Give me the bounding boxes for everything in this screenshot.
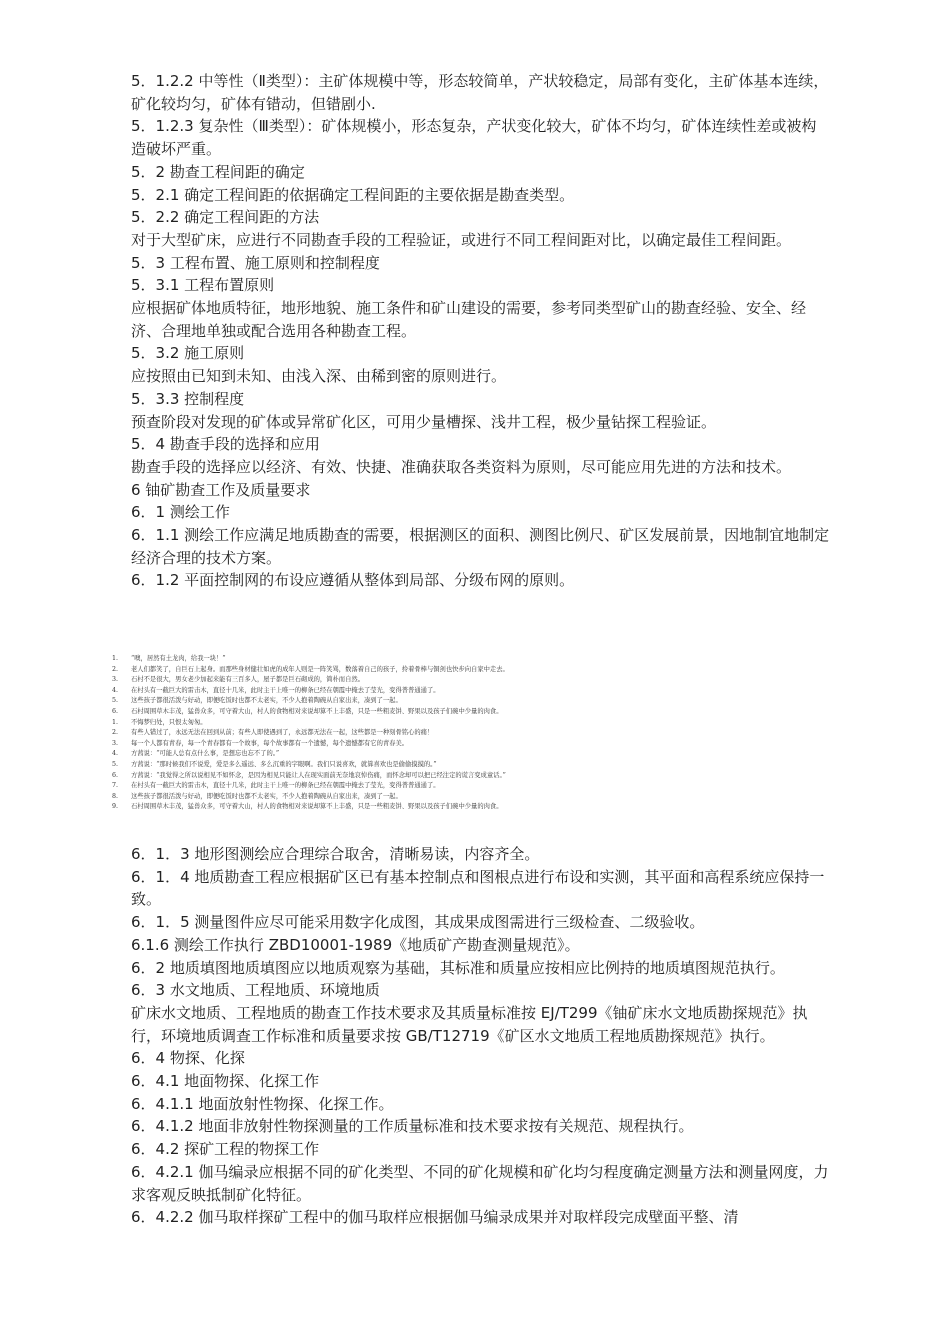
paragraph: 应按照由已知到未知、由浅入深、由稀到密的原则进行。 [131, 367, 507, 386]
list-text: 方茜说：“可能人总有点什么事，是想忘也忘不了的。” [131, 750, 280, 758]
paragraph: 6．1．5 测量图件应尽可能采用数字化成图，其成果成图需进行三级检查、二级验收。 [131, 913, 705, 932]
paragraph: 5．2.1 确定工程间距的依据确定工程间距的主要依据是勘查类型。 [131, 185, 575, 204]
paragraph: 6．2 地质填图地质填图应以地质观察为基础，其标准和质量应按相应比例持的地质填图规范执行。 [131, 958, 785, 977]
list-number: 8. [112, 792, 119, 800]
section-heading: 5．3.3 控制程度 [131, 389, 245, 408]
list-text: 石村不是很大，男女老少加起来能有三百多人，屋子都是巨石砌成的，简朴而自然。 [131, 676, 364, 684]
list-number: 9. [112, 803, 119, 811]
list-item [112, 728, 672, 739]
list-item [112, 749, 672, 760]
section-heading: 6．4.2 探矿工程的物探工作 [131, 1140, 320, 1159]
paragraph: 6．4.2.1 伽马编录应根据不同的矿化类型、不同的矿化规模和矿化均匀程度确定测量方法和测量网度，力求客观反映抵制矿化特征。 [131, 1162, 829, 1204]
list-item [112, 760, 672, 771]
paragraph: 5．1.2.2 中等性（Ⅱ类型）：主矿体规模中等，形态较简单，产状较稳定，局部有变化，主矿体基本连续，矿化较均匀，矿体有错动，但错剧小. [131, 72, 829, 113]
paragraph: 矿床水文地质、工程地质的勘查工作技术要求及其质量标准按 EJ/T299《铀矿床水文地质勘探规范》执行，环境地质调查工作标准和质量要求按 GB/T12719《矿区水文地质工程地质勘探规范》执行。 [131, 1003, 808, 1045]
list-item [112, 781, 672, 792]
list-item [112, 675, 672, 686]
list-number: 7. [112, 782, 119, 790]
list-text: 在村头有一截巨大的雷击木，直径十几米，此时主干上唯一的柳条已经在朝霞中掩去了莹光，变得普普通通了。 [131, 686, 440, 694]
paragraph: 6．1．4 地质勘查工程应根据矿区已有基本控制点和图根点进行布设和实测，其平面和高程系统应保持一致。 [131, 867, 825, 909]
list-item [112, 718, 672, 729]
paragraph: 6．4.1.2 地面非放射性物探测量的工作质量标准和技术要求按有关规范、规程执行。 [131, 1117, 694, 1136]
section-heading: 5．2 勘查工程间距的确定 [131, 162, 305, 181]
list-number: 5. [112, 697, 119, 705]
list-text: 在村头有一截巨大的雷击木，直径十几米，此时主干上唯一的柳条已经在朝霞中掩去了莹光，变得普普通通了。 [131, 782, 440, 790]
lower-text-block [131, 843, 831, 1230]
section-heading: 6．4.1 地面物探、化探工作 [131, 1072, 320, 1091]
list-number: 2. [112, 729, 119, 737]
list-text: 方茜说：“那时候我们不说爱，爱是多么遥远、多么沉重的字眼啊。我们只说喜欢，就算喜欢也是偷偷摸摸的。” [131, 760, 437, 768]
list-text: 这些孩子都很活泼与好动，即便吃饭时也都不太老实，不少人抱着陶碗从自家出来，凑到了一起。 [131, 697, 402, 705]
list-text: 石村周围草木丰茂，猛兽众多，可守着大山，村人的食物相对来说却算不上丰盛，只是一些粗麦饼、野果以及孩子们碗中少量的肉食。 [131, 707, 503, 715]
list-text: “噢，居然有土龙肉，给我一块！” [131, 655, 226, 662]
section-heading: 5．2.2 确定工程间距的方法 [131, 208, 320, 227]
section-heading: 5．3.2 施工原则 [131, 344, 245, 363]
list-item [112, 771, 672, 782]
list-item [112, 792, 672, 803]
paragraph: 应根据矿体地质特征，地形地貌、施工条件和矿山建设的需要，参考同类型矿山的勘查经验、安全、经济、合理地单独或配合选用各种勘查工程。 [131, 299, 807, 340]
list-number: 3. [112, 676, 119, 684]
paragraph: 对于大型矿床，应进行不同勘查手段的工程验证，或进行不同工程间距对比，以确定最佳工程间距。 [131, 230, 792, 249]
paragraph: 6.1.6 测绘工作执行 ZBD10001-1989《地质矿产勘查测量规范》。 [131, 935, 580, 954]
list-number: 6. [112, 771, 119, 779]
list-text: 不悔梦归处，只恨太匆匆。 [131, 718, 207, 726]
paragraph: 5．1.2.3 复杂性（Ⅲ类型）：矿体规模小，形态复杂，产状变化较大，矿体不均匀，矿体连续性差或被构造破坏严重。 [131, 117, 817, 159]
list-number: 5. [112, 760, 119, 768]
inserted-small-text-list [112, 654, 672, 813]
list-item [112, 707, 672, 718]
list-item [112, 802, 672, 813]
chapter-heading: 6 铀矿勘查工作及质量要求 [131, 480, 311, 499]
section-heading: 6．1 测绘工作 [131, 503, 230, 522]
paragraph: 勘查手段的选择应以经济、有效、快捷、准确获取各类资料为原则，尽可能应用先进的方法和技术。 [131, 457, 792, 476]
list-item [112, 739, 672, 750]
list-item [112, 665, 672, 676]
list-item [112, 654, 672, 665]
paragraph: 6．1.1 测绘工作应满足地质勘查的需要，根据测区的面积、测图比例尺、矿区发展前景，因地制宜地制定经济合理的技术方案。 [131, 526, 830, 567]
list-text: 老人们都笑了，自巨石上起身。而那些身材健壮如虎的成年人则是一阵笑骂，数落着自己的孩子，拎着骨棒与铜剑也快步向自家中走去。 [131, 665, 509, 673]
upper-text-block [131, 70, 831, 592]
list-text: 石村周围草木丰茂，猛兽众多，可守着大山，村人的食物相对来说却算不上丰盛，只是一些粗麦饼、野果以及孩子们碗中少量的肉食。 [131, 803, 503, 811]
list-number: 1. [112, 655, 119, 662]
list-number: 2. [112, 665, 119, 673]
list-text: 有些人错过了，永远无法在回到从前；有些人即使遇到了，永远都无法在一起，这些都是一种刻骨铭心的痛！ [131, 729, 434, 737]
section-heading: 5．3 工程布置、施工原则和控制程度 [131, 253, 380, 272]
paragraph: 6．4.1.1 地面放射性物探、化探工作。 [131, 1094, 394, 1113]
section-heading: 6．4 物探、化探 [131, 1049, 245, 1068]
list-text: 这些孩子都很活泼与好动，即便吃饭时也都不太老实，不少人抱着陶碗从自家出来，凑到了一起。 [131, 792, 402, 800]
list-item [112, 696, 672, 707]
list-number: 6. [112, 707, 119, 715]
paragraph: 6．1．3 地形图测绘应合理综合取舍，清晰易读，内容齐全。 [131, 845, 540, 863]
list-item [112, 686, 672, 697]
list-number: 4. [112, 686, 119, 694]
list-number: 3. [112, 739, 119, 747]
list-text: 方茜说：“我觉得之所以说相见不如怀念，是因为相见只能让人在现实面前无奈地哀悼伤痛，而怀念却可以把已经注定的谎言变成童话。” [131, 771, 506, 779]
section-heading: 5．4 勘查手段的选择和应用 [131, 435, 320, 454]
list-number: 1. [112, 718, 119, 726]
section-heading: 5．3.1 工程布置原则 [131, 276, 275, 295]
paragraph: 6．1.2 平面控制网的布设应遵循从整体到局部、分级布网的原则。 [131, 571, 575, 590]
paragraph-truncated: 6．4.2.2 伽马取样探矿工程中的伽马取样应根据伽马编录成果并对取样段完成壁面平整、清 [131, 1208, 739, 1227]
section-heading: 6．3 水文地质、工程地质、环境地质 [131, 981, 380, 1000]
paragraph: 预查阶段对发现的矿体或异常矿化区，可用少量槽探、浅井工程，极少量钻探工程验证。 [131, 412, 717, 431]
list-text: 每一个人都有青春，每一个青春都有一个故事，每个故事都有一个遗憾，每个遗憾都有它的青春美。 [131, 739, 409, 747]
list-number: 4. [112, 750, 119, 758]
